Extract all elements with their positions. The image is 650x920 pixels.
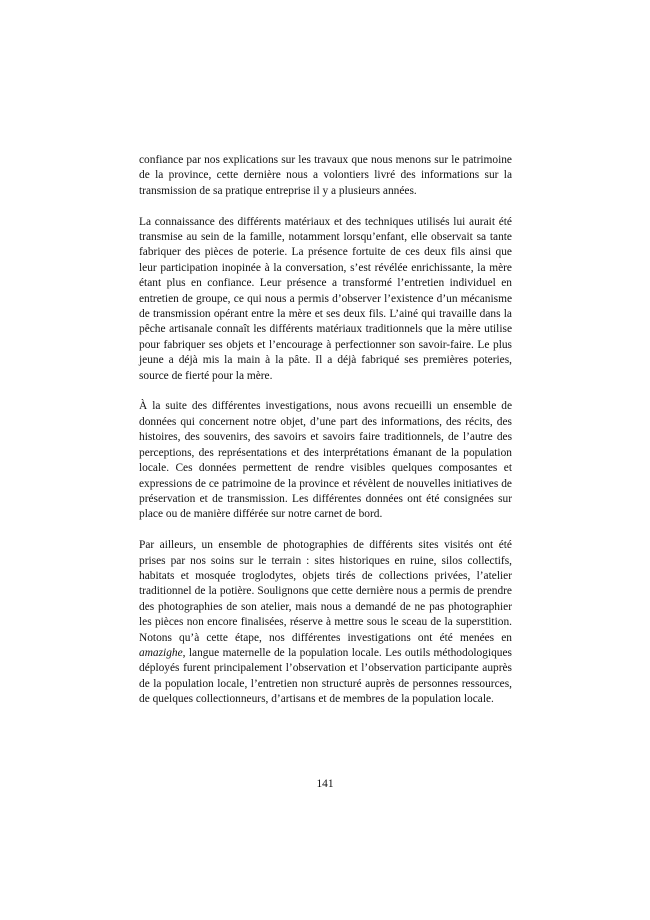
page-number: 141	[316, 778, 334, 790]
paragraph-text: À la suite des différentes investigations, nous avons recueilli un ensemble de données qui concernent notre objet, d’une part des informations, des récits, des histoires, des souvenirs, des savoirs et savoirs faire traditionnels, de l’autre des perceptions, des représentations et des interprétations émanant de la population locale. Ces données permettent de rendre visibles quelques composantes et expressions de ce patrimoine de la province et révèlent de nouvelles initiatives de préservation et de transmission. Les différentes données ont été consignées sur place ou de manière différée sur notre carnet de bord.	[139, 400, 512, 521]
paragraph-text: , langue maternelle de la population locale. Les outils méthodologiques déployés furent principalement l’observation et l’observation participante auprès de la population locale, l’entretien non structuré auprès de personnes ressources, de quelques collectionneurs, d’artisans et de membres de la population locale.	[139, 646, 512, 706]
paragraph-text: confiance par nos explications sur les travaux que nous menons sur le patrimoine de la province, cette dernière nous a volontiers livré des informations sur la transmission de sa pratique entreprise il y a plusieurs années.	[139, 154, 512, 197]
paragraph	[139, 153, 512, 199]
paragraph-text: Par ailleurs, un ensemble de photographies de différents sites visités ont été prises par nos soins sur le terrain : sites historiques en ruine, silos collectifs, habitats et mosquée troglodytes, objets tirés de collections privées, l’atelier traditionnel de la potière. Soulignons que cette dernière nous a permis de prendre des photographies de son atelier, mais nous a demandé de ne pas photographier les pièces non encore finalisées, réserve à mettre sous le sceau de la superstition. Notons qu’à cette étape, nos différentes investigations ont été menées en	[139, 539, 512, 644]
italic-term: amazighe	[139, 646, 183, 659]
paragraph	[139, 399, 512, 522]
paragraph	[139, 215, 512, 384]
body-text	[139, 153, 512, 708]
paragraph	[139, 538, 512, 707]
paragraph-text: La connaissance des différents matériaux et des techniques utilisés lui aurait été transmise au sein de la famille, notamment lorsqu’enfant, elle observait sa tante fabriquer des pièces de poterie. La présence fortuite de ces deux fils ainsi que leur participation inopinée à la conversation, s’est révélée enrichissante, la mère étant plus en confiance. Leur présence a transformé l’entretien individuel en entretien de groupe, ce qui nous a permis d’observer l’existence d’un mécanisme de transmission opérant entre la mère et ses deux fils. L’ainé qui travaille dans la pêche artisanale connaît les différents matériaux traditionnels que la mère utilise pour fabriquer ses objets et l’encourage à perfectionner son savoir-faire. Le plus jeune a déjà mis la main à la pâte. Il a déjà fabriqué ses premières poteries, source de fierté pour la mère.	[139, 215, 512, 382]
